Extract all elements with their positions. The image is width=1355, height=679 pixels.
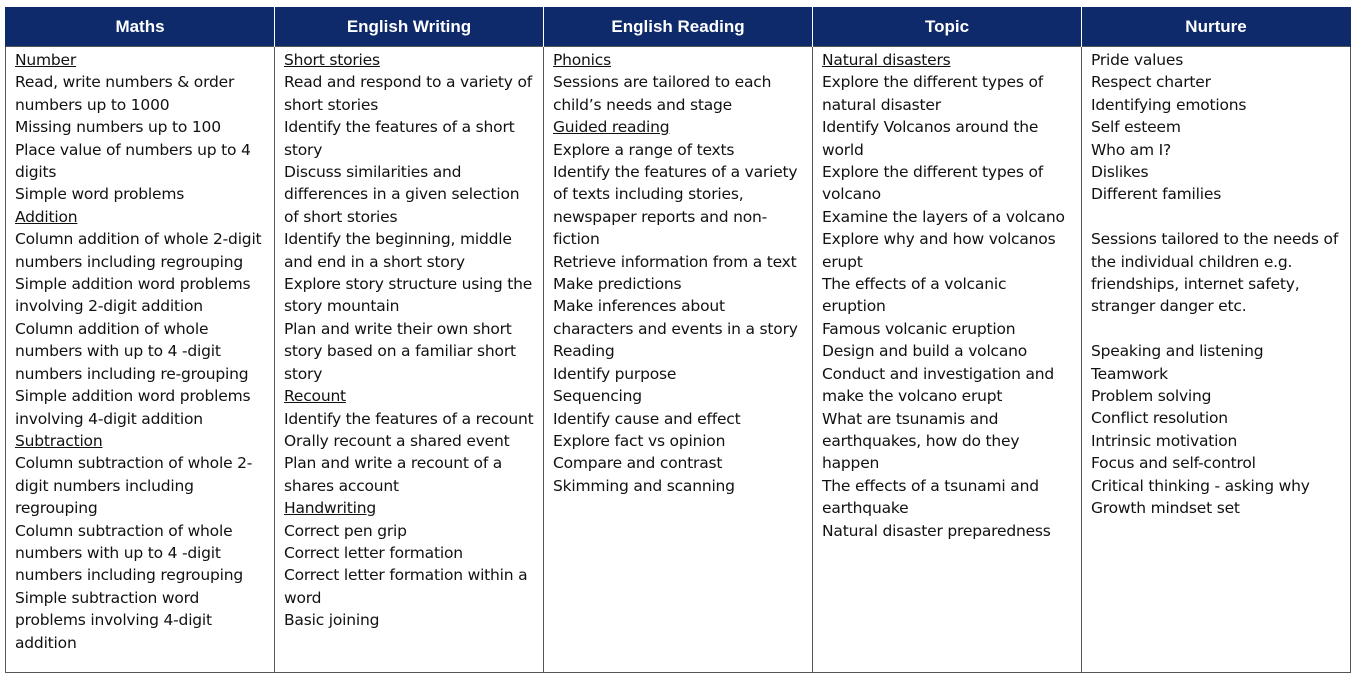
list-item: Skimming and scanning (553, 476, 735, 495)
header-topic: Topic (813, 8, 1082, 47)
list-item: Discuss similarities and differences in a given selection of short stories (284, 163, 520, 226)
english-reading-cell (544, 47, 813, 673)
list-item: Problem solving (1091, 387, 1212, 406)
list-item: Simple addition word problems involving 2-digit addition (15, 275, 251, 316)
list-item: Compare and contrast (553, 454, 723, 473)
list-item: Column addition of whole numbers with up to 4 -digit numbers including re-grouping (15, 319, 249, 383)
section-heading: Handwriting (284, 499, 377, 518)
list-item: Pride values (1091, 51, 1184, 69)
list-item: Identifying emotions (1091, 95, 1247, 114)
list-item: Different families (1091, 185, 1222, 204)
list-item: Identify the beginning, middle and end in a short story (284, 230, 512, 271)
list-item: Read and respond to a variety of short stories (284, 73, 533, 114)
header-row (6, 8, 1351, 47)
list-item: Make predictions (553, 275, 682, 294)
list-item: Column subtraction of whole numbers with up to 4 -digit numbers including regrouping (15, 521, 243, 585)
list-item: Who am I? (1091, 140, 1172, 159)
list-item: Identify the features of a recount (284, 409, 534, 428)
list-item: Place value of numbers up to 4 digits (15, 140, 251, 182)
list-item: Identify Volcanos around the world (822, 118, 1039, 159)
section-heading: Natural disasters (822, 51, 951, 69)
section-heading: Subtraction (15, 431, 103, 450)
list-item: Identify the features of a variety of texts including stories, newspaper reports and non-fiction (553, 163, 798, 249)
section-heading: Recount (284, 387, 346, 406)
list-item: Design and build a volcano (822, 342, 1028, 361)
blank-line-spacer (1091, 318, 1341, 340)
list-item: Missing numbers up to 100 (15, 118, 221, 137)
list-item: Dislikes (1091, 163, 1149, 182)
list-item: Conduct and investigation and make the volcano erupt (822, 364, 1055, 406)
list-item: Intrinsic motivation (1091, 431, 1238, 450)
header-maths: Maths (6, 8, 275, 47)
list-item: Correct letter formation within a word (284, 566, 528, 607)
list-item: Speaking and listening (1091, 342, 1264, 361)
list-item: Sequencing (553, 387, 642, 406)
list-item: Explore the different types of volcano (822, 163, 1044, 204)
list-item: Simple word problems (15, 185, 185, 204)
list-item: The effects of a tsunami and earthquake (822, 476, 1039, 518)
list-item: Respect charter (1091, 73, 1211, 92)
list-item: Growth mindset set (1091, 499, 1240, 518)
content-row (6, 47, 1351, 673)
list-item: Basic joining (284, 611, 380, 630)
curriculum-table (5, 7, 1351, 673)
section-heading: Number (15, 51, 77, 69)
nurture-cell (1082, 47, 1351, 673)
list-item: Self esteem (1091, 118, 1181, 137)
list-item: Critical thinking - asking why (1091, 476, 1310, 495)
topic-cell (813, 47, 1082, 673)
list-item: Correct letter formation (284, 543, 463, 562)
list-item: Explore why and how volcanos erupt (822, 230, 1056, 271)
list-item: Orally recount a shared event (284, 431, 510, 450)
list-item: Column addition of whole 2-digit numbers including regrouping (15, 230, 262, 271)
list-item: Sessions tailored to the needs of the individual children e.g. friendships, internet safety, stranger danger etc. (1091, 230, 1339, 316)
blank-line-spacer (1091, 206, 1341, 228)
list-item: Identify purpose (553, 364, 677, 383)
maths-cell (6, 47, 275, 673)
list-item: Sessions are tailored to each child’s needs and stage (553, 73, 772, 114)
list-item: Read, write numbers & order numbers up to 1000 (15, 73, 235, 114)
list-item: Teamwork (1091, 364, 1168, 383)
list-item: Conflict resolution (1091, 409, 1228, 428)
list-item: Retrieve information from a text (553, 252, 797, 271)
list-item: Identify cause and effect (553, 409, 741, 428)
list-item: Simple addition word problems involving 4-digit addition (15, 387, 251, 428)
curriculum-table-container (5, 7, 1350, 673)
header-english-reading: English Reading (544, 8, 813, 47)
english-writing-cell (275, 47, 544, 673)
list-item: Explore story structure using the story mountain (284, 275, 533, 316)
list-item: Simple subtraction word problems involving 4-digit addition (15, 588, 212, 652)
section-heading: Phonics (553, 51, 611, 69)
list-item: Explore a range of texts (553, 140, 735, 159)
list-item: Famous volcanic eruption (822, 319, 1016, 338)
list-item: Reading (553, 342, 615, 361)
list-item: Focus and self-control (1091, 454, 1256, 473)
section-heading: Short stories (284, 51, 380, 69)
header-english-writing: English Writing (275, 8, 544, 47)
list-item: Examine the layers of a volcano (822, 207, 1065, 226)
list-item: What are tsunamis and earthquakes, how do they happen (822, 409, 1020, 473)
section-heading: Guided reading (553, 118, 670, 137)
list-item: Natural disaster preparedness (822, 521, 1051, 540)
list-item: Explore the different types of natural disaster (822, 73, 1044, 114)
list-item: Column subtraction of whole 2-digit numbers including regrouping (15, 454, 253, 518)
list-item: Plan and write a recount of a shares account (284, 454, 503, 495)
list-item: The effects of a volcanic eruption (822, 275, 1007, 316)
list-item: Make inferences about characters and events in a story (553, 297, 798, 338)
header-nurture: Nurture (1082, 8, 1351, 47)
list-item: Identify the features of a short story (284, 118, 515, 159)
list-item: Plan and write their own short story based on a familiar short story (284, 319, 516, 383)
section-heading: Addition (15, 207, 78, 226)
list-item: Explore fact vs opinion (553, 431, 726, 450)
list-item: Correct pen grip (284, 521, 407, 540)
